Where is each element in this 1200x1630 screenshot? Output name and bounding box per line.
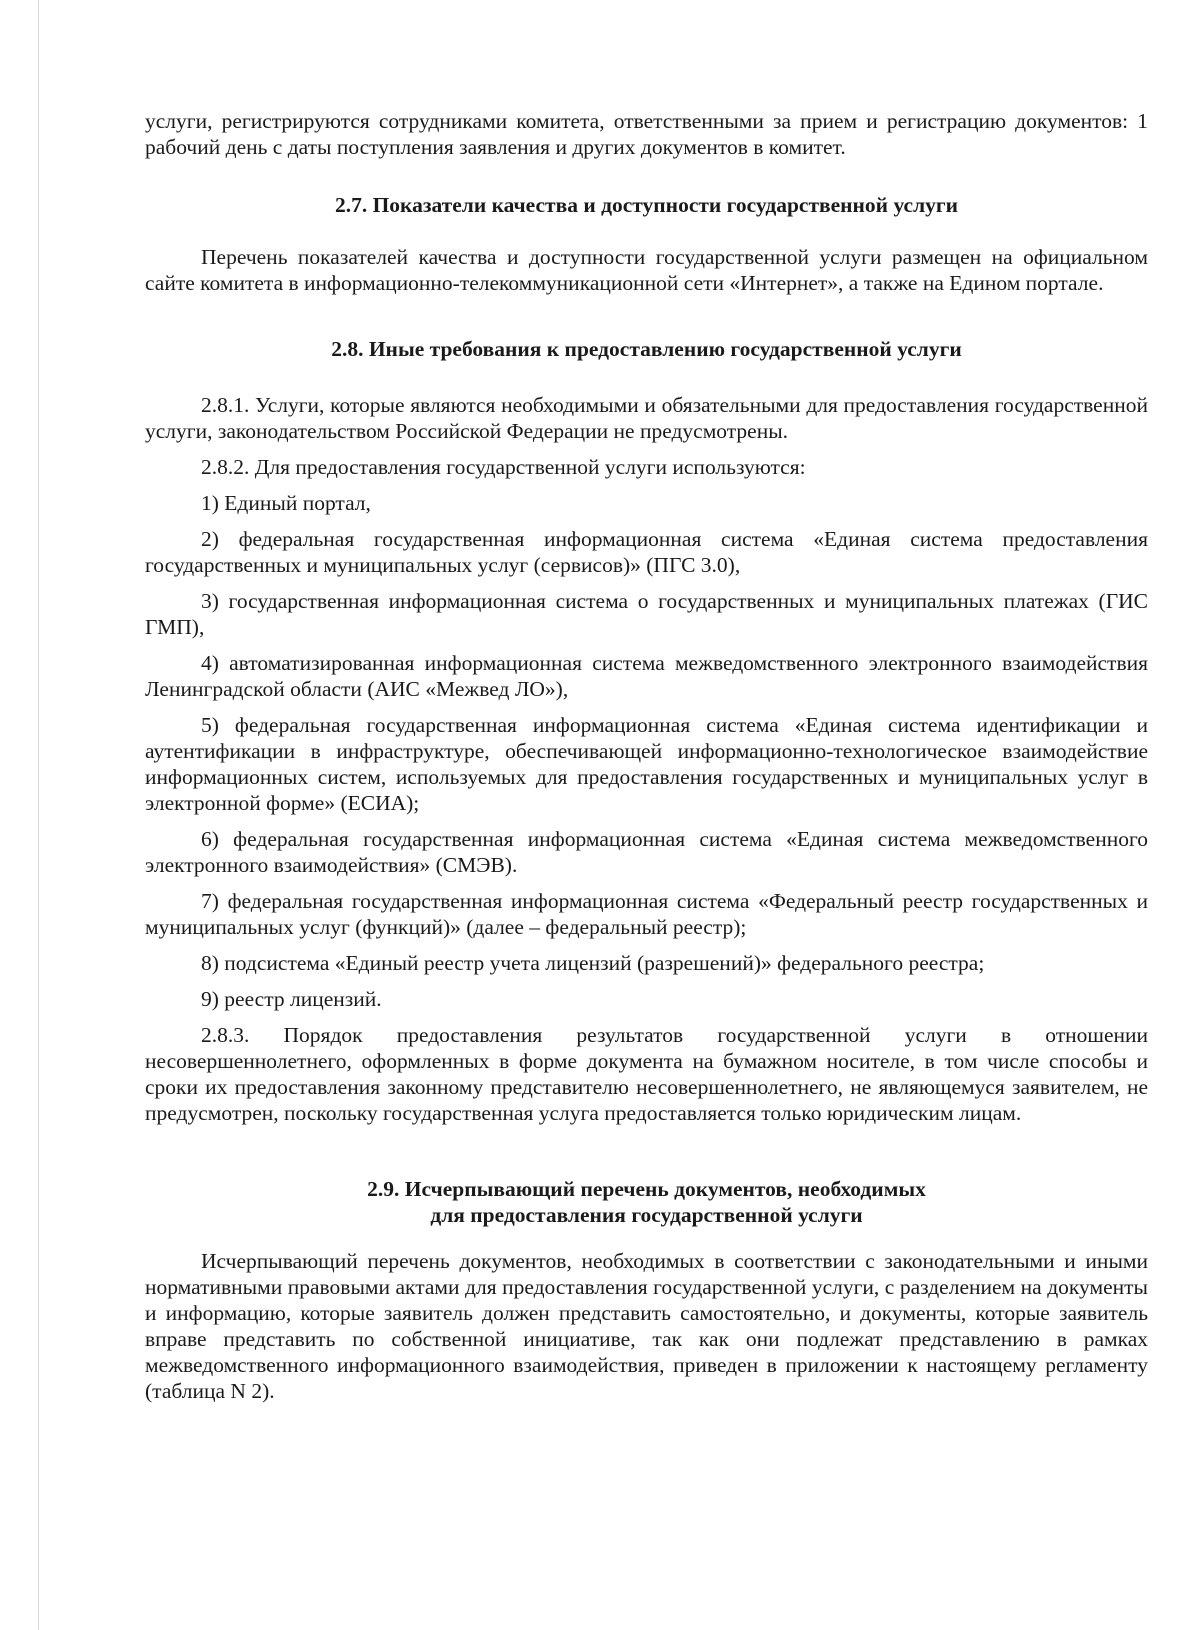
list-item: 5) федеральная государственная информационная система «Единая система идентификации и аутентификации в инфраструктуре, обеспечивающей информационно-технологическое взаимодействие информационных систем, используемых для предоставления государственных и муниципальных услуг в электронной форме» (ЕСИА);	[145, 713, 1148, 815]
section-2-9-paragraph: Исчерпывающий перечень документов, необходимых в соответствии с законодательными и иными нормативными правовыми актами для предоставления государственной услуги, с разделением на документы и информацию, которые заявитель должен представить самостоятельно, и документы, которые заявитель вправе представить по собственной инициативе, так как они подлежат представлению в рамках межведомственного информационного взаимодействия, приведен в приложении к настоящему регламенту (таблица N 2).	[145, 1249, 1148, 1403]
section-2-9-heading-line-2: для предоставления государственной услуги	[430, 1203, 863, 1227]
list-item: 3) государственная информационная система о государственных и муниципальных платежах (ГИС ГМП),	[145, 589, 1148, 639]
section-2-8-heading: 2.8. Иные требования к предоставлению государственной услуги	[331, 337, 962, 361]
list-item: 4) автоматизированная информационная система межведомственного электронного взаимодействия Ленинградской области (АИС «Межвед ЛО»),	[145, 651, 1148, 701]
section-2-7-paragraph: Перечень показателей качества и доступности государственной услуги размещен на официальном сайте комитета в информационно-телекоммуникационной сети «Интернет», а также на Едином портале.	[145, 245, 1148, 295]
document-body	[145, 108, 1148, 1414]
list-item: 8) подсистема «Единый реестр учета лицензий (разрешений)» федерального реестра;	[201, 951, 985, 975]
list-item: 6) федеральная государственная информационная система «Единая система межведомственного электронного взаимодействия» (СМЭВ).	[145, 827, 1148, 877]
paragraph-2-8-1: 2.8.1. Услуги, которые являются необходимыми и обязательными для предоставления государственной услуги, законодательством Российской Федерации не предусмотрены.	[145, 393, 1148, 443]
list-item: 1) Единый портал,	[201, 491, 371, 515]
list-item: 7) федеральная государственная информационная система «Федеральный реестр государственных и муниципальных услуг (функций)» (далее – федеральный реестр);	[145, 889, 1148, 939]
list-item: 9) реестр лицензий.	[201, 987, 382, 1011]
intro-paragraph: услуги, регистрируются сотрудниками комитета, ответственными за прием и регистрацию документов: 1 рабочий день с даты поступления заявления и других документов в комитет.	[145, 109, 1148, 159]
section-2-7-heading: 2.7. Показатели качества и доступности государственной услуги	[334, 193, 959, 217]
paragraph-2-8-2: 2.8.2. Для предоставления государственной услуги используются:	[201, 455, 806, 479]
section-2-9-heading-line-1: 2.9. Исчерпывающий перечень документов, необходимых	[367, 1177, 926, 1201]
list-item: 2) федеральная государственная информационная система «Единая система предоставления государственных и муниципальных услуг (сервисов)» (ПГС 3.0),	[145, 527, 1148, 577]
paragraph-2-8-3: 2.8.3. Порядок предоставления результатов государственной услуги в отношении несовершеннолетнего, оформленных в форме документа на бумажном носителе, в том числе способы и сроки их предоставления законному представителю несовершеннолетнего, не являющемуся заявителем, не предусмотрен, поскольку государственная услуга предоставляется только юридическим лицам.	[145, 1023, 1148, 1125]
scan-margin-line	[38, 0, 39, 1630]
